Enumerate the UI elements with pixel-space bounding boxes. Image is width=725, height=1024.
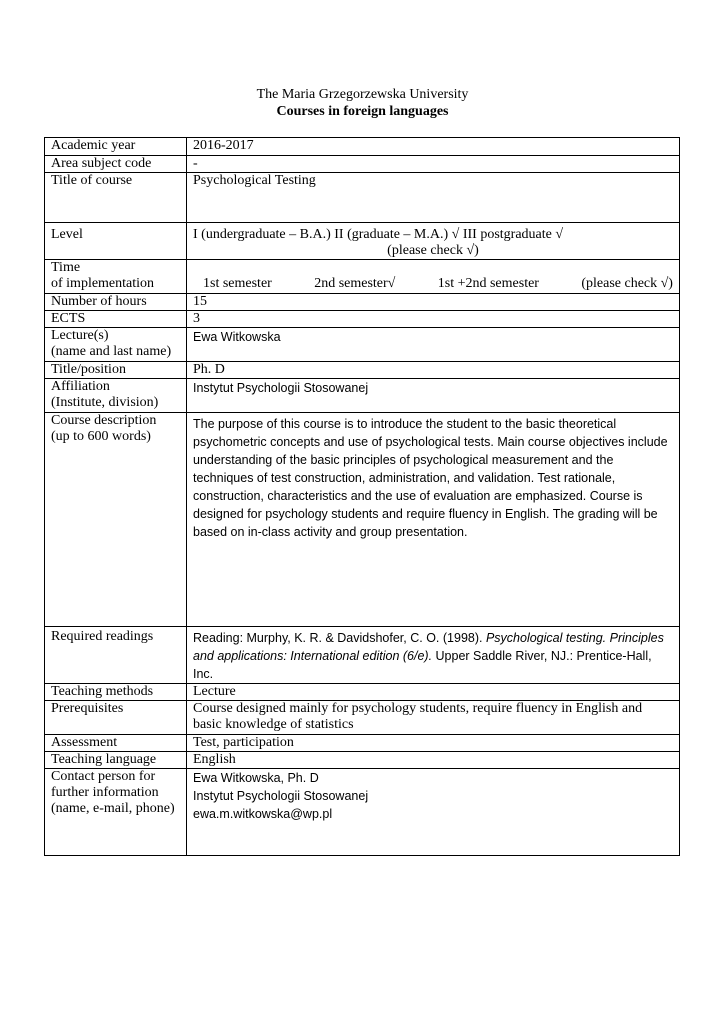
label-contact	[45, 769, 187, 856]
row-methods	[45, 684, 680, 701]
label-prerequisites: Prerequisites	[45, 701, 187, 735]
value-prerequisites: Course designed mainly for psychology students, require fluency in English and basic knowledge of statistics	[187, 701, 680, 735]
time-options	[193, 260, 673, 292]
level-check-note: (please check √)	[387, 243, 479, 258]
label-ects: ECTS	[45, 311, 187, 328]
value-academic-year: 2016-2017	[187, 138, 680, 156]
row-level	[45, 223, 680, 260]
label-time-line2: of implementation	[51, 276, 155, 291]
label-position: Title/position	[45, 362, 187, 379]
value-methods: Lecture	[187, 684, 680, 701]
time-option-2nd: 2nd semester√	[314, 276, 396, 291]
value-course-title: Psychological Testing	[187, 173, 680, 223]
label-description	[45, 413, 187, 627]
label-readings: Required readings	[45, 627, 187, 684]
document-subtitle: Courses in foreign languages	[276, 104, 449, 119]
label-affiliation-line2: (Institute, division)	[51, 395, 159, 410]
label-contact-line3: (name, e-mail, phone)	[51, 801, 175, 816]
label-description-line1: Course description	[51, 413, 157, 428]
label-methods: Teaching methods	[45, 684, 187, 701]
row-assessment	[45, 735, 680, 752]
row-affiliation	[45, 379, 680, 413]
reading-title: Psychological testing. Principles and applications: International edition (6/e).	[193, 631, 664, 663]
label-lecturer-line1: Lecture(s)	[51, 328, 109, 343]
value-contact	[187, 769, 680, 856]
course-description-text: The purpose of this course is to introduce the student to the basic theoretical psychometric concepts and use of psychological tests. Main course objectives include understanding of the basic principles of psychological measurement and the techniques of test construction, administration, and validation. Test rationale, construction, characteristics and the use of evaluation are emphasized. Course is designed for psychology students and require fluency in English. The grading will be based on in-class activity and group presentation.	[193, 417, 668, 539]
university-name: The Maria Grzegorzewska University	[256, 87, 469, 102]
value-time	[187, 260, 680, 294]
label-time	[45, 260, 187, 294]
course-table	[44, 137, 680, 856]
row-language	[45, 752, 680, 769]
row-contact	[45, 769, 680, 856]
row-time	[45, 260, 680, 294]
level-options: I (undergraduate – B.A.) II (graduate – M.A.) √ III postgraduate √	[193, 227, 564, 242]
row-academic-year	[45, 138, 680, 156]
label-affiliation-line1: Affiliation	[51, 379, 110, 394]
label-area-code: Area subject code	[45, 156, 187, 173]
time-option-1st: 1st semester	[203, 276, 272, 291]
value-readings	[187, 627, 680, 684]
value-ects: 3	[187, 311, 680, 328]
value-language: English	[187, 752, 680, 769]
row-area-code	[45, 156, 680, 173]
value-area-code: -	[187, 156, 680, 173]
row-position	[45, 362, 680, 379]
row-readings	[45, 627, 680, 684]
label-time-line1: Time	[51, 260, 81, 275]
contact-name: Ewa Witkowska, Ph. D	[193, 771, 319, 785]
label-course-title: Title of course	[45, 173, 187, 223]
document-header	[0, 86, 725, 120]
label-academic-year: Academic year	[45, 138, 187, 156]
label-affiliation	[45, 379, 187, 413]
row-description	[45, 413, 680, 627]
row-ects	[45, 311, 680, 328]
label-contact-line1: Contact person for	[51, 769, 156, 784]
value-hours: 15	[187, 294, 680, 311]
value-assessment: Test, participation	[187, 735, 680, 752]
label-language: Teaching language	[45, 752, 187, 769]
row-lecturer	[45, 328, 680, 362]
reading-citation	[193, 629, 673, 683]
label-level: Level	[45, 223, 187, 260]
reading-prefix: Reading: Murphy, K. R. & Davidshofer, C. O. (1998).	[193, 631, 486, 645]
reading-suffix: Upper Saddle River, NJ.: Prentice-Hall, Inc.	[193, 649, 652, 681]
label-hours: Number of hours	[45, 294, 187, 311]
contact-email: ewa.m.witkowska@wp.pl	[193, 807, 333, 821]
value-description	[187, 413, 680, 627]
value-lecturer: Ewa Witkowska	[187, 328, 680, 362]
label-lecturer	[45, 328, 187, 362]
row-hours	[45, 294, 680, 311]
time-option-both: 1st +2nd semester	[437, 276, 539, 291]
value-position: Ph. D	[187, 362, 680, 379]
contact-institute: Instytut Psychologii Stosowanej	[193, 789, 369, 803]
row-course-title	[45, 173, 680, 223]
time-check-note: (please check √)	[581, 276, 673, 291]
row-prerequisites	[45, 701, 680, 735]
label-description-line2: (up to 600 words)	[51, 429, 151, 444]
value-affiliation: Instytut Psychologii Stosowanej	[187, 379, 680, 413]
label-assessment: Assessment	[45, 735, 187, 752]
value-level	[187, 223, 680, 260]
label-lecturer-line2: (name and last name)	[51, 344, 172, 359]
label-contact-line2: further information	[51, 785, 159, 800]
